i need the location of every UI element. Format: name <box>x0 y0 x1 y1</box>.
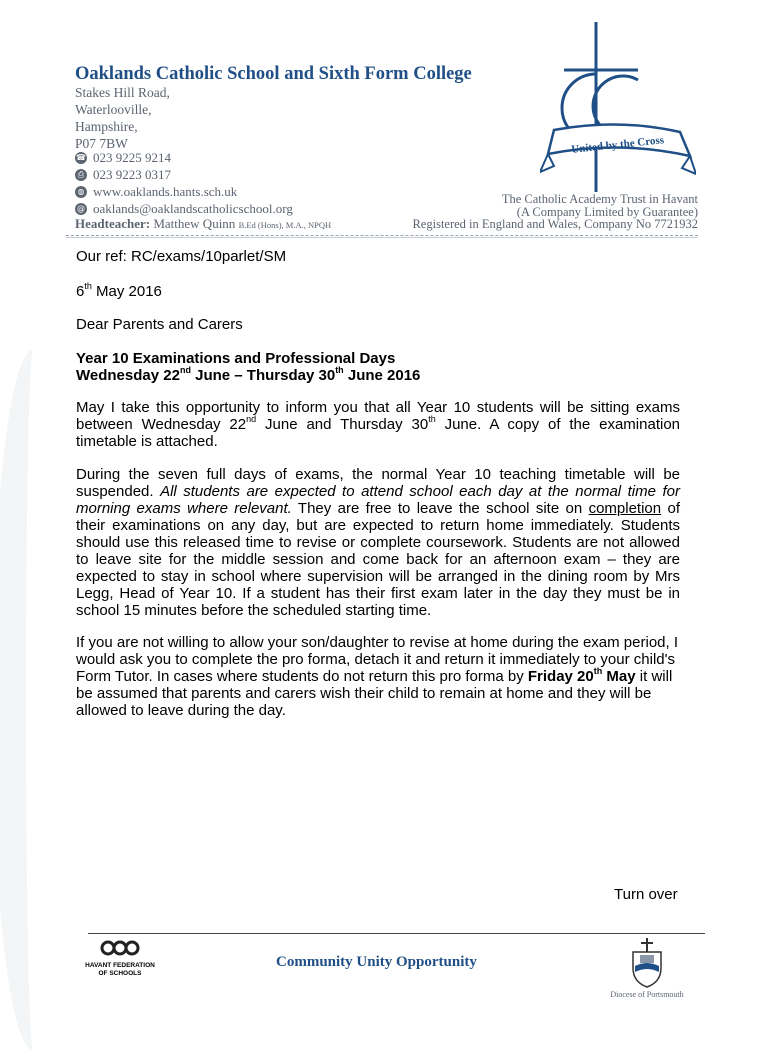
heading-line-2: Wednesday 22nd June – Thursday 30th June 2016 <box>76 365 421 384</box>
diocese-crest-icon <box>628 938 666 988</box>
paragraph-3: If you are not willing to allow your son/daughter to revise at home during the exam period, I would ask you to complete the pro forma, detach it and return it immediately to your child's Form Tutor. In cases where students do not return this pro forma by Friday 20th May it will be assumed that parents and carers wish their child to remain at home and they will be allowed to leave during the day. <box>76 634 678 719</box>
paragraph-1: May I take this opportunity to inform you that all Year 10 students will be sitting exams between Wednesday 22nd June and Thursday 30th June. A copy of the examination timetable is attached. <box>76 399 681 450</box>
email-icon: @ <box>77 203 85 213</box>
diocese-name: Diocese of Portsmouth <box>610 990 684 999</box>
headteacher-label: Headteacher: <box>75 216 151 231</box>
headteacher-name: Matthew Quinn <box>153 216 236 231</box>
website-contact <box>75 183 237 200</box>
school-name: Oaklands Catholic School and Sixth Form College <box>75 64 472 84</box>
address-line: Hampshire, <box>75 119 138 134</box>
reference-line: Our ref: RC/exams/10parlet/SM <box>76 248 287 265</box>
footer-motto: Community Unity Opportunity <box>276 954 477 970</box>
fax-icon: ⎙ <box>75 169 87 181</box>
heading-line-1: Year 10 Examinations and Professional Days <box>76 350 396 367</box>
background-watermark <box>0 350 74 1050</box>
fax-number: 023 9223 0317 <box>93 167 171 182</box>
address-line: Waterlooville, <box>75 102 152 117</box>
trust-line: (A Company Limited by Guarantee) <box>516 205 698 219</box>
logo-banner-text: United by the Cross <box>570 134 665 156</box>
globe-icon: ◍ <box>75 186 87 198</box>
email-contact <box>75 200 293 217</box>
federation-subtitle: OF SCHOOLS <box>98 970 142 977</box>
phone-contact <box>75 149 171 166</box>
trust-line: Registered in England and Wales, Company No 7721932 <box>412 217 698 231</box>
salutation: Dear Parents and Carers <box>76 316 243 333</box>
paragraph-2: During the seven full days of exams, the normal Year 10 teaching timetable will be suspended. All students are expected to attend school each day at the normal time for morning exams where relevant. They are free to leave the school site on completion of their examinations on any day, but are expected to return home immediately. Students should use this released time to revise or complete coursework. Students are not allowed to leave site for the middle session and come back for an afternoon exam – they are expected to stay in school where supervision will be arranged in the dining room by Mrs Legg, Head of Year 10. If a student has their first exam later in the day they must be in school 15 minutes before the scheduled starting time. <box>76 466 680 619</box>
school-crest-logo <box>540 22 696 192</box>
phone-number: 023 9225 9214 <box>93 150 171 165</box>
header-divider <box>66 237 698 238</box>
header-divider <box>66 235 698 236</box>
federation-name <box>78 962 162 978</box>
address-line: Stakes Hill Road, <box>75 85 170 100</box>
fax-contact <box>75 166 171 183</box>
federation-logo <box>98 940 142 956</box>
phone-icon: ☎ <box>76 152 86 162</box>
address-line: P07 7BW <box>75 136 128 151</box>
headteacher-quals: B.Ed (Hons), M.A., NPQH <box>238 220 332 230</box>
turn-over-note: Turn over <box>614 886 678 903</box>
email-link[interactable]: oaklands@oaklandscatholicschool.org <box>93 201 293 216</box>
headteacher-line <box>75 216 331 232</box>
federation-title: HAVANT FEDERATION <box>85 962 155 969</box>
letter-date: 6th May 2016 <box>76 281 162 300</box>
trust-line: The Catholic Academy Trust in Havant <box>501 192 698 206</box>
website-link[interactable]: www.oaklands.hants.sch.uk <box>93 184 238 199</box>
letter-heading <box>76 350 680 384</box>
footer-divider <box>88 933 705 934</box>
